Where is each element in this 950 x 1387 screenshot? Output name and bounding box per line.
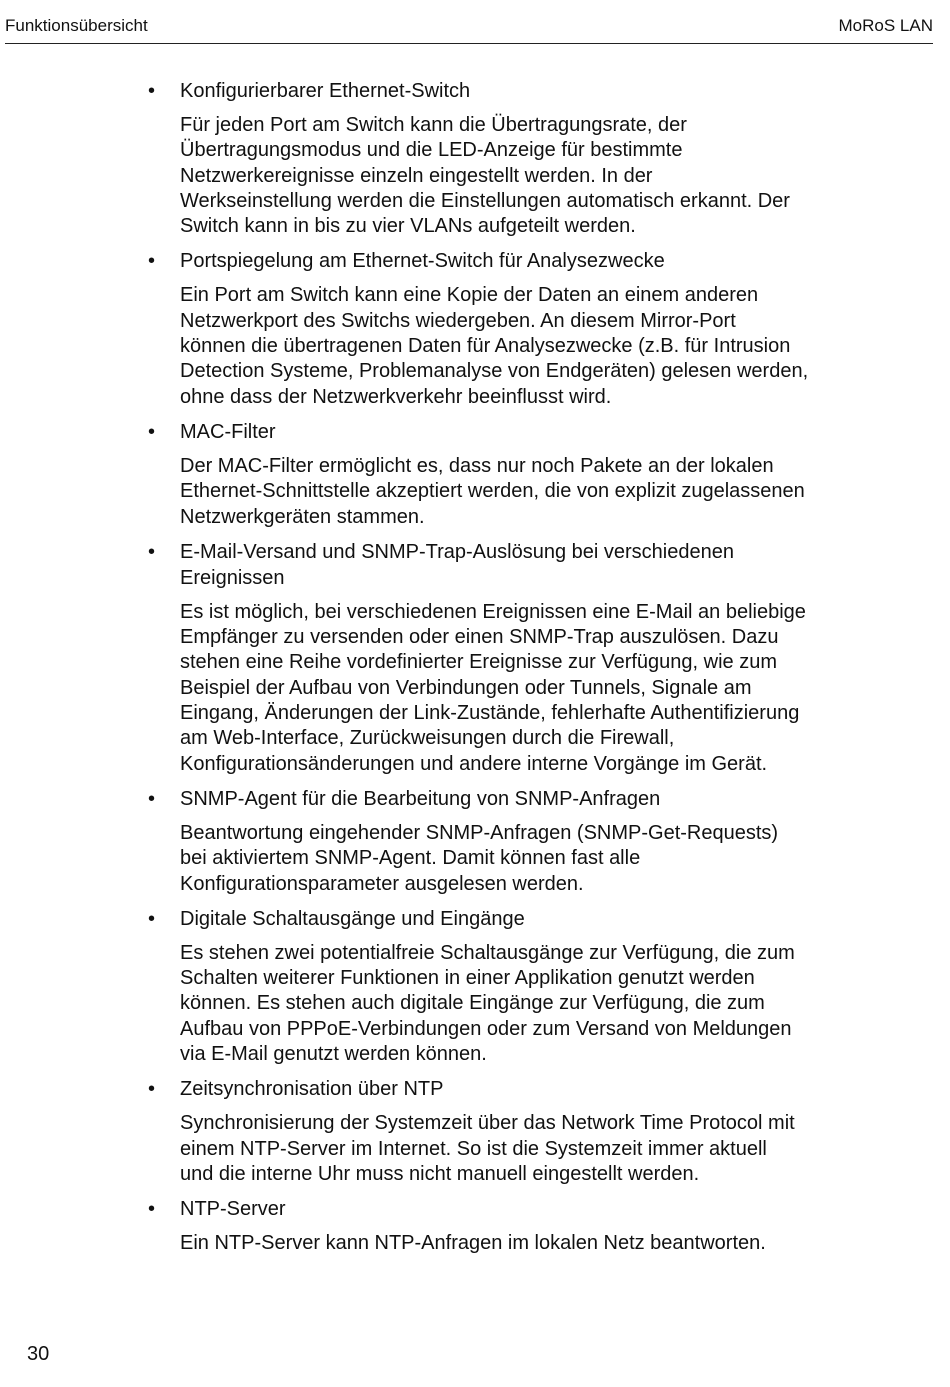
feature-title-line: Zeitsynchronisation über NTP [180,1078,444,1101]
description-line: Es ist möglich, bei verschiedenen Ereignissen eine E-Mail an beliebige [180,600,806,623]
feature-description [180,1231,878,1256]
description-line: Ein Port am Switch kann eine Kopie der Daten an einem anderen [180,284,759,307]
bullet-point: • [148,250,156,273]
feature-title [180,78,878,104]
description-line: Es stehen zwei potentialfreie Schaltausgänge zur Verfügung, die zum [180,941,795,964]
feature-item [148,786,878,897]
description-line: Ethernet-Schnittstelle akzeptiert werden, die von explizit zugelassenen [180,480,805,503]
feature-title-line: Konfigurierbarer Ethernet-Switch [180,80,471,102]
feature-item [148,1076,878,1187]
feature-description [180,454,878,530]
description-line: via E-Mail genutzt werden können. [180,1043,487,1066]
feature-title [180,906,878,932]
feature-title [180,419,878,445]
feature-description [180,1111,878,1187]
description-line: am Web-Interface, Zurückweisungen durch die Firewall, [180,727,675,750]
feature-description [180,821,878,897]
bullet-point: • [148,80,156,102]
description-line: Beispiel der Aufbau von Verbindungen oder Tunnels, Signale am [180,676,752,699]
description-line: stehen eine Reihe vordefinierter Ereignisse zur Verfügung, wie zum [180,651,777,674]
feature-title [180,1196,878,1222]
feature-description [180,600,878,777]
feature-title-line: Portspiegelung am Ethernet-Switch für Analysezwecke [180,250,665,273]
feature-title-line: NTP-Server [180,1198,286,1221]
feature-list [148,78,878,1266]
description-line: Ein NTP-Server kann NTP-Anfragen im lokalen Netz beantworten. [180,1232,766,1255]
description-line: und die interne Uhr muss nicht manuell eingestellt werden. [180,1162,700,1185]
description-line: Beantwortung eingehender SNMP-Anfragen (SNMP-Get-Requests) [180,821,779,844]
bullet-point: • [148,540,156,563]
page-number: 30 [27,1343,50,1365]
feature-title [180,248,878,274]
description-line: Netzwerkgeräten stammen. [180,505,425,528]
description-line: Switch kann in bis zu vier VLANs aufgeteilt werden. [180,215,636,238]
feature-item [148,1196,878,1256]
description-line: Für jeden Port am Switch kann die Übertragungsrate, der [180,114,687,136]
feature-title [180,1076,878,1102]
feature-description [180,283,878,409]
description-line: Der MAC-Filter ermöglicht es, dass nur noch Pakete an der lokalen [180,454,774,477]
bullet-point: • [148,907,156,930]
description-line: Konfigurationsparameter ausgelesen werden. [180,872,584,895]
description-line: Netzwerkereignisse einzeln eingestellt werden. In der [180,164,653,187]
feature-description [180,113,878,239]
description-line: können. Es stehen auch digitale Eingänge zur Verfügung, die zum [180,992,765,1015]
description-line: Empfänger zu versenden oder einen SNMP-Trap auszulösen. Dazu [180,626,779,649]
feature-item [148,906,878,1067]
description-line: Übertragungsmodus und die LED-Anzeige für bestimmte [180,139,683,162]
description-line: Detection Systeme, Problemanalyse von Endgeräten) gelesen werden, [180,360,809,383]
description-line: ohne dass der Netzwerkverkehr beeinflusst wird. [180,385,612,408]
description-line: können die übertragenen Daten für Analysezwecke (z.B. für Intrusion [180,335,791,358]
bullet-point: • [148,1078,156,1101]
feature-title [180,786,878,812]
feature-title-line: SNMP-Agent für die Bearbeitung von SNMP-Anfragen [180,787,661,810]
feature-item [148,78,878,239]
description-line: Konfigurationsänderungen und andere interne Vorgänge im Gerät. [180,752,768,775]
page-header [5,15,933,44]
header-document-title: MoRoS LAN [838,16,933,35]
feature-title-line: E-Mail-Versand und SNMP-Trap-Auslösung bei verschiedenen [180,540,734,563]
header-section-title: Funktionsübersicht [5,16,148,35]
description-line: Werkseinstellung werden die Einstellungen automatisch erkannt. Der [180,189,790,212]
bullet-point: • [148,420,156,443]
description-line: einem NTP-Server im Internet. So ist die Systemzeit immer aktuell [180,1137,767,1160]
feature-description [180,941,878,1067]
bullet-point: • [148,1198,156,1221]
feature-item [148,248,878,409]
feature-title-line: MAC-Filter [180,420,276,443]
description-line: Synchronisierung der Systemzeit über das Network Time Protocol mit [180,1112,795,1135]
description-line: bei aktiviertem SNMP-Agent. Damit können fast alle [180,847,641,870]
description-line: Eingang, Änderungen der Link-Zustände, fehlerhafte Authentifizierung [180,702,800,725]
description-line: Netzwerkport des Switchs wiedergeben. An diesem Mirror-Port [180,309,736,332]
feature-title [180,539,878,591]
description-line: Schalten weiterer Funktionen in einer Applikation genutzt werden [180,967,755,990]
description-line: Aufbau von PPPoE-Verbindungen oder zum Versand von Meldungen [180,1017,792,1040]
feature-item [148,419,878,530]
feature-title-line: Digitale Schaltausgänge und Eingänge [180,907,525,930]
bullet-point: • [148,787,156,810]
feature-item [148,539,878,777]
feature-title-line: Ereignissen [180,566,285,589]
